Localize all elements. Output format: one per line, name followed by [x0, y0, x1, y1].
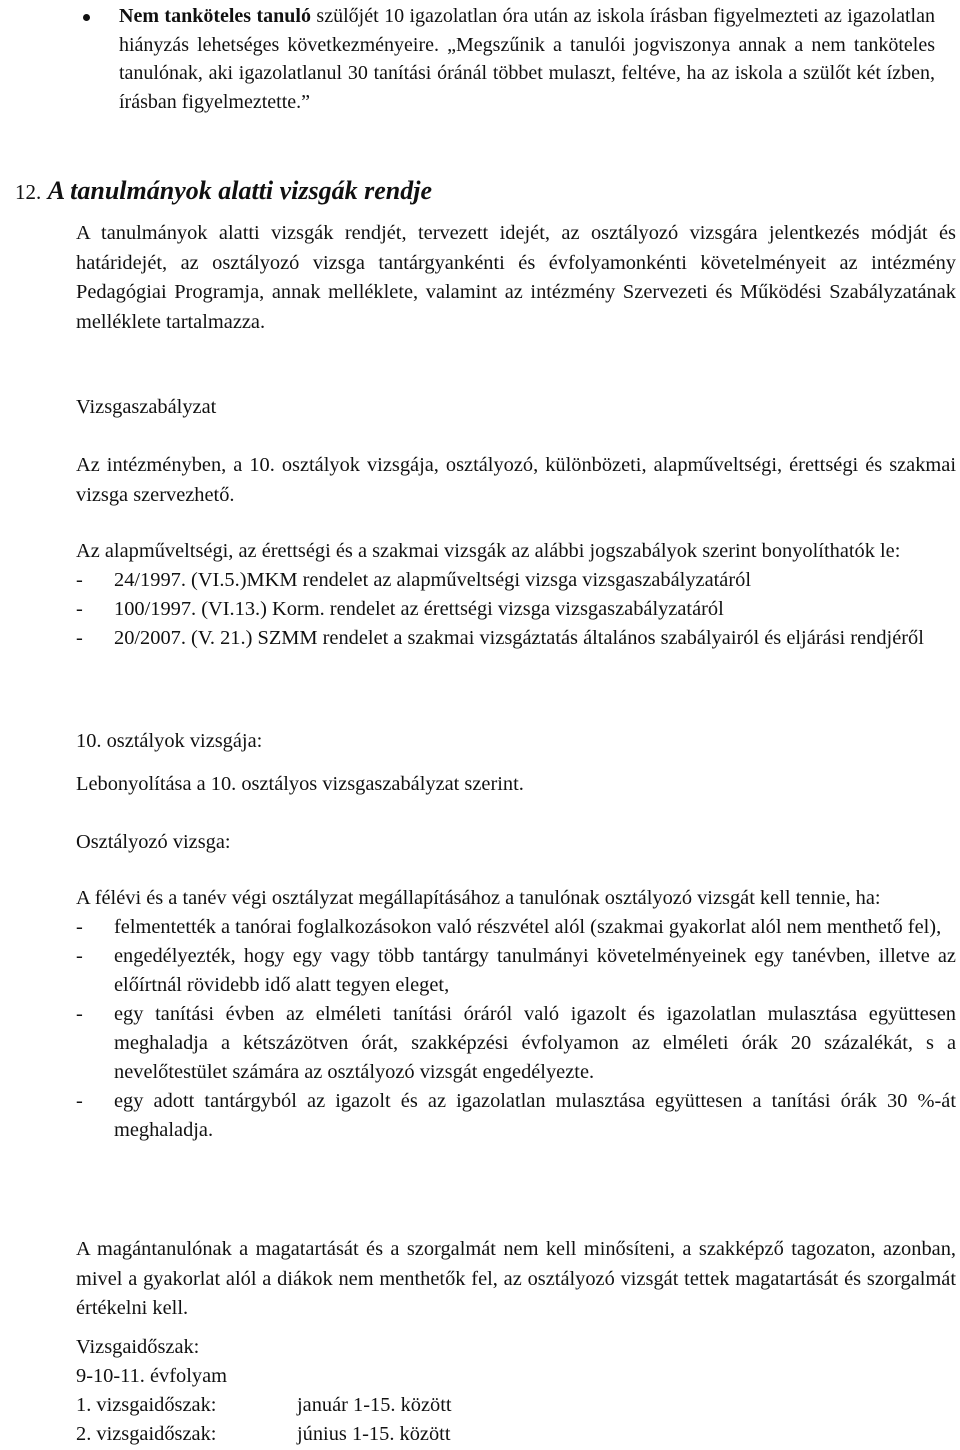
class-exam-list-item-text: felmentették a tanórai foglalkozásokon való részvétel alól (szakmai gyakorlat alól nem menthető fel),: [114, 916, 942, 938]
legal-list-item-text: 100/1997. (VI.13.) Korm. rendelet az érettségi vizsga vizsgaszabályzatáról: [114, 598, 724, 620]
bullet-dot-icon: [83, 14, 90, 21]
exams-paragraph-text: Az intézményben, a 10. osztályok vizsgája, osztályozó, különbözeti, alapműveltségi, érettségi és szakmai vizsga szervezhető.: [76, 454, 956, 506]
exams-paragraph: [76, 451, 956, 510]
class-exam-list: [76, 913, 956, 1145]
class-exam-section: [76, 884, 956, 1145]
dash-marker: -: [76, 598, 83, 620]
exam-period-row: [76, 1420, 956, 1449]
intro-paragraph-text: A tanulmányok alatti vizsgák rendjét, tervezett idejét, az osztályozó vizsgára jelentkezés módját és határidejét, az osztályozó vizsga tantárgyankénti és évfolyamonkénti követelményeit az intézmény Pedagógiai Programja, annak melléklete, valamint az intézmény Szervezeti és Működési Szabályzatának melléklete tartalmazza.: [76, 222, 956, 333]
class-exam-list-item-text: egy tanítási évben az elméleti tanítási óráról való igazolt és igazolatlan mulasztása együttesen meghaladja a kétszázötven órát, szakképzési évfolyamon az elméleti órák 20 százalékát, s a nevelőtestület számára az osztályozó vizsgát engedélyezte.: [114, 1003, 956, 1083]
dash-marker: -: [76, 916, 83, 938]
exam-period-grades: 9-10-11. évfolyam: [76, 1365, 227, 1387]
exam-period-dates: január 1-15. között: [297, 1394, 452, 1416]
section-heading: [15, 175, 432, 208]
legal-list-item-text: 20/2007. (V. 21.) SZMM rendelet a szakmai vizsgáztatás általános szabályairól és eljárási rendjéről: [114, 627, 924, 649]
exam-period-heading: Vizsgaidőszak:: [76, 1336, 200, 1358]
class-exam-intro: A félévi és a tanév végi osztályzat megállapításához a tanulónak osztályozó vizsgát kell tennie, ha:: [76, 887, 881, 909]
class-exam-list-item: [76, 1000, 956, 1087]
intro-paragraph: [76, 219, 956, 337]
intro-bullet-body: szülőjét 10 igazolatlan óra után az iskola írásban figyelmezteti az igazolatlan hiányzás lehetséges következményeire. „Megszűnik a tanulói jogviszonya annak a nem tanköteles tanulónak, aki igazolatlanul 30 tanítási óránál többet mulaszt, feltéve, ha az iskola a szülőt két ízben, írásban figyelmeztette.”: [119, 5, 935, 113]
private-student-paragraph: [76, 1235, 956, 1324]
dash-marker: -: [76, 1003, 83, 1025]
intro-bullet-text: [119, 2, 935, 116]
grade10-heading: 10. osztályok vizsgája:: [76, 730, 263, 752]
rules-heading: Vizsgaszabályzat: [76, 396, 217, 418]
exam-period-list: [76, 1391, 956, 1449]
dash-marker: -: [76, 569, 83, 591]
class-exam-heading: Osztályozó vizsga:: [76, 831, 231, 853]
section-number: 12.: [15, 180, 42, 204]
legal-intro: Az alapműveltségi, az érettségi és a szakmai vizsgák az alábbi jogszabályok szerint bonyolíthatók le:: [76, 540, 901, 562]
grade10-text: Lebonyolítása a 10. osztályos vizsgaszabályzat szerint.: [76, 773, 524, 795]
dash-marker: -: [76, 945, 83, 967]
legal-list-item-text: 24/1997. (VI.5.)MKM rendelet az alapműveltségi vizsga vizsgaszabályzatáról: [114, 569, 751, 591]
legal-list: [76, 566, 956, 653]
section-title: A tanulmányok alatti vizsgák rendje: [47, 176, 433, 205]
dash-marker: -: [76, 1090, 83, 1112]
dash-marker: -: [76, 627, 83, 649]
legal-list-item: [76, 595, 956, 624]
legal-list-item: [76, 624, 956, 653]
class-exam-list-item: [76, 913, 956, 942]
intro-bullet-bold: Nem tanköteles tanuló: [119, 5, 311, 27]
private-student-text: A magántanulónak a magatartását és a szorgalmát nem kell minősíteni, a szakképző tagozaton, azonban, mivel a gyakorlat alól a diákok nem menthetők fel, az osztályozó vizsgát tettek magatartását és szorgalmát értékelni kell.: [76, 1238, 956, 1319]
exam-period-label: 2. vizsgaidőszak:: [76, 1423, 217, 1445]
legal-section: [76, 537, 956, 653]
class-exam-list-item: [76, 1087, 956, 1145]
class-exam-list-item-text: engedélyezték, hogy egy vagy több tantárgy tanulmányi követelményeinek egy tanévben, illetve az előírtnál rövidebb idő alatt tegyen eleget,: [114, 945, 956, 996]
legal-list-item: [76, 566, 956, 595]
exam-period-dates: június 1-15. között: [297, 1423, 451, 1445]
exam-period-row: [76, 1391, 956, 1420]
exam-period-label: 1. vizsgaidőszak:: [76, 1394, 217, 1416]
class-exam-list-item-text: egy adott tantárgyból az igazolt és az igazolatlan mulasztása együttesen a tanítási órák 30 %-át meghaladja.: [114, 1090, 956, 1141]
class-exam-list-item: [76, 942, 956, 1000]
